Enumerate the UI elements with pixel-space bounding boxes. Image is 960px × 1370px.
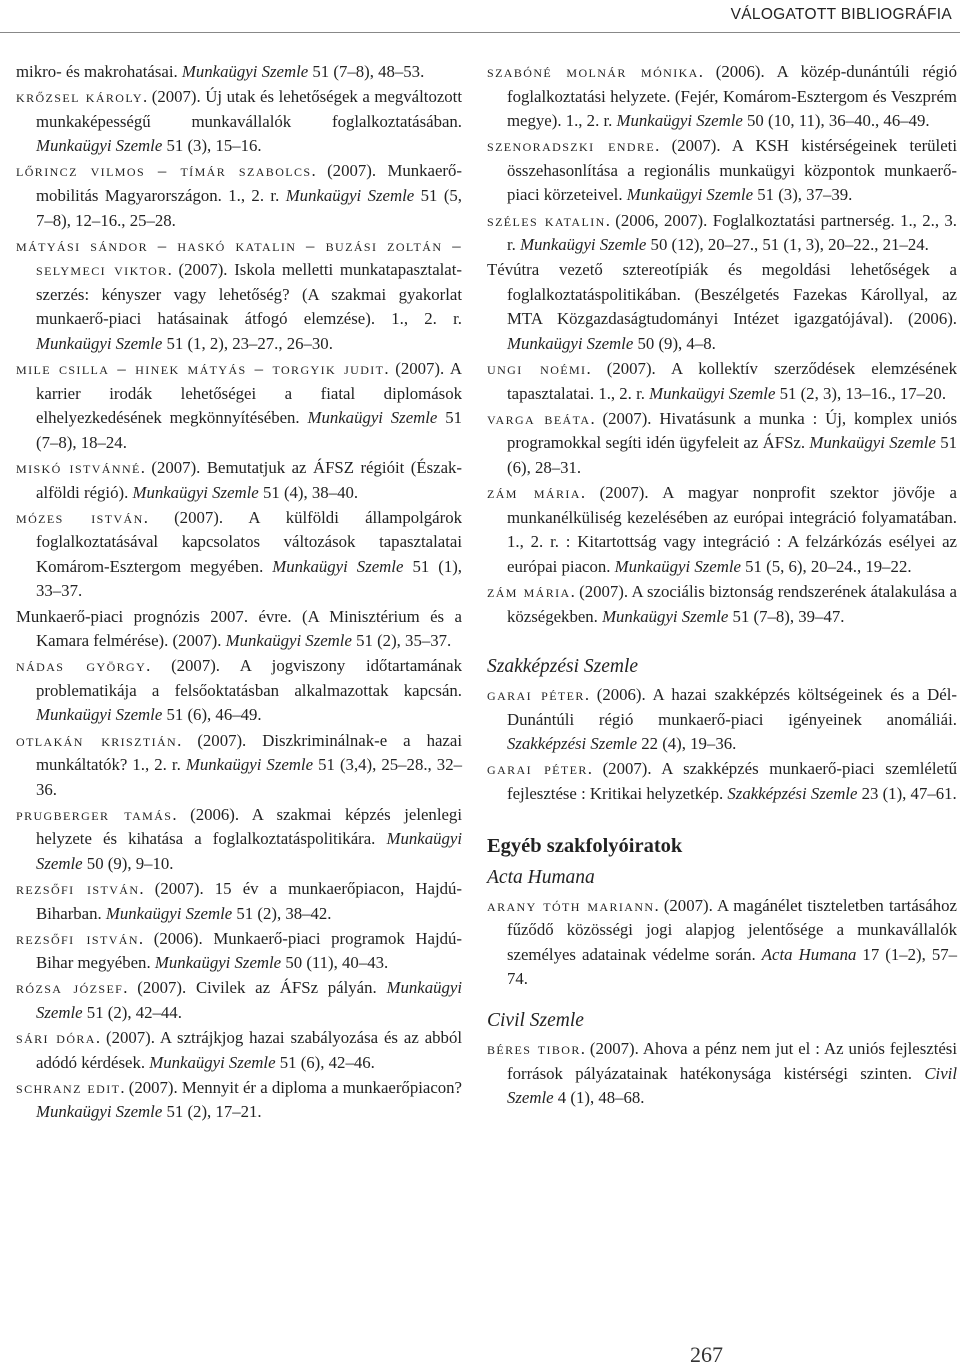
entry-author: miskó istvánné [16, 458, 141, 477]
entry-citation: 51 (2), 17–21. [162, 1102, 262, 1122]
entry-author: otlakán krisztián [16, 730, 178, 750]
entry-journal: Munkaügyi Szemle [272, 556, 404, 576]
entry-journal: Munkaügyi Szemle [507, 334, 634, 354]
entry-journal: Munkaügyi Szemle [602, 606, 729, 626]
entry-text: mikro- és makrohatásai. [16, 62, 182, 81]
entry-text: . (2007). Civilek az ÁFSz pályán. [123, 978, 387, 998]
entry-citation: 51 (2, 3), 13–16., 17–20. [775, 383, 947, 403]
bibliography-entry [487, 1037, 957, 1111]
bibliography-entry [16, 976, 462, 1025]
bibliography-entry [16, 60, 462, 85]
entry-text: . (2007). Bemutatjuk az ÁFSZ régióit (Észak-alföldi régió). [36, 458, 462, 502]
bibliography-entry [16, 1026, 462, 1075]
bibliography-entry [487, 209, 957, 258]
entry-text: . (2007). Ahova a pénz nem jut el : Az uniós fejlesztési források pályázatainak hatékonysága kistérségi szinten. [507, 1039, 957, 1083]
entry-text: . (2007). A külföldi állampolgárok foglalkoztatásával kapcsolatos változások tapasztalatai Komárom-Esztergom megyében. [36, 507, 462, 576]
section-heading-egyeb: Egyéb szakfolyóiratok [487, 834, 683, 857]
bibliography-entry [16, 729, 462, 803]
entry-citation: 51 (5, 7–8), 12–16., 25–28. [36, 185, 462, 230]
entry-journal: Munkaügyi Szemle [520, 235, 647, 255]
szakkepzesi-entries [487, 683, 957, 806]
bibliography-entry [16, 456, 462, 505]
entry-journal: Munkaügyi Szemle [36, 1102, 163, 1122]
entry-author: mile csilla – hinek mátyás – torgyik judit [16, 359, 385, 379]
entry-author: széles katalin [487, 210, 606, 230]
entry-author: zám mária [487, 581, 571, 601]
entry-text: . (2006). A szakmai képzés jelenlegi helyzete és kihatása a foglalkoztatáspolitikára. [36, 804, 462, 849]
entry-text: . (2006). A hazai szakképzés költségeinek és a Dél-Dunántúli régió munkaerő-piaci igényeinek anomáliái. [507, 685, 957, 729]
entry-journal: Munkaügyi Szemle [225, 631, 352, 651]
bibliography-entry [487, 258, 957, 356]
entry-citation: 50 (11), 40–43. [281, 953, 389, 973]
entry-journal: Munkaügyi Szemle [36, 334, 163, 354]
entry-author: szabóné molnár mónika [487, 62, 699, 81]
entry-text: . (2006). Munkaerő-piaci programok Hajdú-Bihar megyében. [36, 928, 463, 973]
entry-journal: Acta Humana [761, 944, 857, 964]
entry-citation: 51 (1, 2), 23–27., 26–30. [162, 334, 333, 354]
entry-author: zám mária [487, 483, 581, 503]
entry-author: béres tibor [487, 1039, 581, 1058]
entry-text: . (2007). A szociális biztonság rendszerének átalakulása a községekben. [507, 581, 957, 626]
running-header [0, 0, 960, 34]
bibliography-entry [16, 1076, 462, 1125]
entry-text: . (2007). A kollektív szerződések elemzésének tapasztalatai. 1., 2. r. [507, 359, 957, 403]
entry-author: sári dóra [16, 1028, 96, 1048]
entry-text: . (2007). A KSH kistérségeinek területi összehasonlítása a regionális munkaügyi központok munkaerő-piaci körzeteivel. [507, 136, 957, 205]
entry-journal: Munkaügyi Szemle [185, 755, 314, 775]
entry-text: . (2007). Új utak és lehetőségek a megváltozott munkaképességű munkavállalók foglalkoztatásában. [36, 87, 462, 131]
entry-journal: Munkaügyi Szemle [132, 482, 259, 502]
entry-author: rózsa józsef [16, 978, 124, 998]
entry-citation: 4 (1), 48–68. [553, 1088, 645, 1108]
entry-text: . (2007). A jogviszony időtartamának problematikája a felsőoktatásban alkalmazottak kapcsán. [36, 656, 462, 700]
entry-journal: Munkaügyi Szemle [614, 556, 741, 576]
entry-author: krőzsel károly [16, 87, 143, 107]
entry-text: . (2007). A karrier irodák lehetőségei a fiatal diplomások elhelyezkedésének megkönnyítésében. [36, 359, 462, 428]
bibliography-entry [16, 927, 462, 976]
entry-author: ungi noémi [487, 359, 587, 379]
entry-author: mátyási sándor – haskó katalin – buzási zoltán – selymeci viktor [16, 235, 462, 280]
entry-text: . (2007). A sztrájkjog hazai szabályozása és az abból adódó kérdések. [36, 1028, 462, 1072]
entry-citation: 51 (7–8), 48–53. [308, 62, 425, 81]
entry-author: szenoradszki endre [487, 136, 656, 156]
acta-humana-entries [487, 894, 957, 992]
entry-journal: Szakképzési Szemle [727, 784, 858, 804]
bibliography-entry [16, 506, 462, 604]
munkaugyi-entries [487, 60, 957, 629]
bibliography-entry [16, 357, 462, 455]
bibliography-entry [487, 407, 957, 481]
entry-citation: 50 (10, 11), 36–40., 46–49. [742, 111, 930, 131]
entry-author: varga beáta [487, 408, 591, 428]
left-column [16, 60, 462, 1126]
entry-journal: Munkaügyi Szemle [36, 705, 163, 725]
right-column [487, 60, 957, 1111]
entry-citation: 23 (1), 47–61. [857, 784, 957, 804]
bibliography-entry [16, 234, 462, 357]
bibliography-entry [16, 85, 462, 159]
entry-citation: 51 (1), 33–37. [36, 556, 463, 601]
entry-journal: Munkaügyi Szemle [36, 136, 163, 156]
bibliography-entry [16, 803, 462, 877]
bibliography-entry [487, 757, 957, 806]
entry-citation: 50 (12), 20–27., 51 (1, 3), 20–22., 21–24. [646, 235, 929, 255]
bibliography-entry [16, 877, 462, 926]
entry-citation: 51 (4), 38–40. [258, 482, 359, 502]
entry-citation: 51 (6), 28–31. [507, 433, 957, 477]
entry-citation: 51 (7–8), 39–47. [728, 606, 845, 626]
entry-text: . (2007). A magánélet tiszteletben tartásához fűződő közösségi jogi alapjog jelentősége a munkavállalók személyes adatainak védelme során. [507, 895, 957, 964]
entry-journal: Munkaügyi Szemle [181, 62, 309, 81]
entry-citation: 51 (2), 35–37. [351, 631, 452, 651]
entry-journal: Munkaügyi Szemle [809, 433, 936, 453]
entry-author: garai péter [487, 685, 585, 705]
entry-author: rezsőfi istván [16, 928, 139, 948]
entry-journal: Munkaügyi Szemle [105, 903, 233, 923]
bibliography-entry [487, 357, 957, 406]
entry-journal: Szakképzési Szemle [507, 734, 638, 754]
section-heading-szakkepzesi: Szakképzési Szemle [487, 656, 639, 678]
entry-citation: 22 (4), 19–36. [637, 734, 737, 754]
entry-text: . (2007). Iskola melletti munkatapasztalat-szerzés: kényszer vagy lehetőség? (A szakmai gyakorlat munkaerő-piaci hatásainak átfogó elemzése). 1., 2. r. [36, 260, 462, 329]
entry-author: arany tóth mariann [487, 895, 655, 915]
entry-author: rezsőfi istván [16, 879, 140, 899]
entry-author: mózes istván [16, 507, 144, 527]
entry-citation: 51 (5, 6), 20–24., 19–22. [740, 556, 912, 576]
entry-author: prugberger tamás [16, 804, 173, 824]
entry-citation: 51 (3), 37–39. [753, 185, 853, 205]
bibliography-entry [487, 894, 957, 992]
entry-text: . (2007). Mennyit ér a diploma a munkaerőpiacon? [120, 1077, 462, 1097]
header-title: VÁLOGATOTT BIBLIOGRÁFIA [730, 6, 952, 23]
entry-journal: Munkaügyi Szemle [616, 111, 743, 131]
bibliography-entry [487, 60, 957, 134]
header-rule [0, 32, 960, 33]
entry-journal: Munkaügyi Szemle [649, 383, 776, 403]
bibliography-entry [487, 580, 957, 629]
entry-journal: Munkaügyi Szemle [154, 953, 282, 973]
entry-citation: 50 (9), 9–10. [82, 854, 174, 873]
entry-journal: Munkaügyi Szemle [285, 185, 415, 205]
entry-citation: 51 (6), 46–49. [162, 705, 262, 725]
entry-text: Tévútra vezető sztereotípiák és megoldási lehetőségek a foglalkoztatáspolitikában. (Beszélgetés Fazekas Károllyal, az MTA Közgazdaságtudományi Intézet igazgatójával). (2006). [487, 260, 957, 329]
entry-author: lőrincz vilmos – tímár szabolcs [16, 161, 312, 181]
entry-text: . (2006, 2007). Foglalkoztatási partnerség. 1., 2., 3. r. [507, 210, 957, 255]
entry-citation: 51 (7–8), 18–24. [36, 408, 462, 452]
entry-journal: Munkaügyi Szemle [307, 408, 438, 428]
entry-citation: 51 (3,4), 25–28., 32–36. [36, 755, 462, 799]
entry-author: schranz edit [16, 1077, 121, 1097]
entry-citation: 17 (1–2), 57–74. [507, 944, 957, 989]
bibliography-entry [16, 605, 462, 654]
entry-journal: Munkaügyi Szemle [626, 185, 754, 205]
section-heading-civil-szemle: Civil Szemle [487, 1010, 584, 1031]
entry-text: . (2007). Hivatásunk a munka : Új, komplex uniós programokkal segíti idén ügyfeleit az ÁFSz. [507, 408, 957, 453]
entry-journal: Munkaügyi Szemle [36, 829, 462, 873]
entry-journal: Munkaügyi Szemle [149, 1052, 276, 1072]
entry-journal: Munkaügyi Szemle [36, 978, 462, 1023]
entry-text: . (2007). Munkaerő-mobilitás Magyarországon. 1., 2. r. [36, 161, 463, 205]
entry-text: . (2007). A szakképzés munkaerő-piaci szemléletű fejlesztése : Kritikai helyzetkép. [507, 759, 957, 804]
entry-text: . (2006). A közép-dunántúli régió foglalkoztatási helyzete. (Fejér, Komárom-Esztergom és Veszprém megye). 1., 2. r. [507, 62, 958, 131]
bibliography-entry [487, 481, 957, 579]
bibliography-entry [487, 683, 957, 757]
entry-text: . (2007). 15 év a munkaerőpiacon, Hajdú-Biharban. [36, 879, 463, 923]
entry-citation: 51 (3), 15–16. [162, 136, 262, 156]
entry-text: . (2007). A magyar nonprofit szektor jövője a munkanélküliség kezelésében az európai integráció folyamatában. 1., 2. r. : Kitartottság vagy integráció : A felzárkózás esélyei az európai piacon. [507, 483, 957, 576]
section-heading-acta-humana: Acta Humana [487, 866, 595, 888]
entry-citation: 51 (2), 38–42. [232, 903, 332, 923]
bibliography-entry [487, 134, 957, 208]
page-number: 267 [690, 1342, 723, 1367]
entry-author: garai péter [487, 759, 588, 779]
entry-citation: 50 (9), 4–8. [633, 334, 716, 354]
entry-text: Munkaerő-piaci prognózis 2007. évre. (A Minisztérium és a Kamara felmérése). (2007). [16, 606, 462, 651]
bibliography-entry [16, 159, 462, 233]
entry-journal: Civil Szemle [507, 1063, 957, 1108]
entry-citation: 51 (2), 42–44. [82, 1003, 182, 1023]
bibliography-entry [16, 654, 462, 728]
civil-szemle-entries [487, 1037, 957, 1111]
entry-author: nádas györgy [16, 656, 147, 676]
entry-text: . (2007). Diszkriminálnak-e a hazai munkáltatók? 1., 2. r. [36, 730, 462, 775]
entry-citation: 51 (6), 42–46. [275, 1052, 375, 1072]
